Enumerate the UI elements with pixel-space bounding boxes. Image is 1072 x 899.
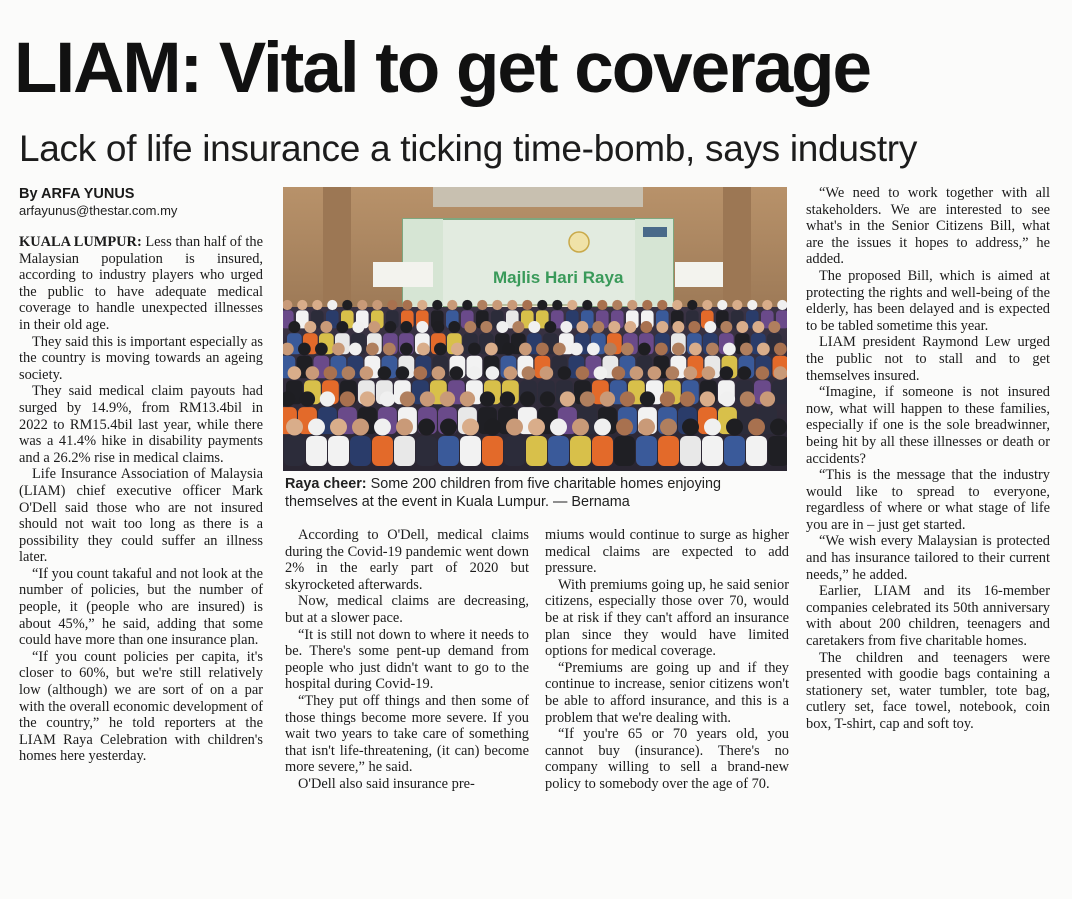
crowd-person-head	[687, 300, 697, 310]
crowd-person-head	[567, 300, 577, 310]
crowd-person-head	[640, 391, 655, 406]
crowd-person-head	[536, 343, 549, 356]
crowd-person-head	[522, 300, 532, 310]
crowd-person-head	[366, 343, 379, 356]
crowd-person-head	[308, 419, 325, 436]
crowd-person-head	[528, 419, 545, 436]
crowd-person-head	[288, 366, 302, 380]
crowd-person-head	[464, 321, 476, 333]
caption-lead: Raya cheer:	[285, 476, 367, 492]
crowd-person-head	[286, 419, 303, 436]
crowd-person-head	[360, 391, 375, 406]
crowd-person-head	[320, 321, 332, 333]
crowd-person-head	[477, 300, 487, 310]
paragraph: They said medical claim payouts had surged by 14.9%, from RM13.4bil in 2022 to RM15.4bil last year, while there was a 41.4% hike in disability payments and a 26.2% rise in medical claims.	[19, 383, 263, 466]
dateline: KUALA LUMPUR:	[19, 234, 142, 250]
crowd-person-body	[504, 436, 525, 466]
crowd-person-head	[417, 300, 427, 310]
crowd-person-head	[417, 343, 430, 356]
paragraph: Earlier, LIAM and its 16-member companies celebrated its 50th anniversary with about 200 children, teenagers and caretakers from five charitable homes.	[806, 583, 1050, 650]
crowd-person-head	[400, 321, 412, 333]
crowd-person-head	[704, 419, 721, 436]
crowd-person-body	[702, 436, 723, 466]
crowd-person-head	[462, 419, 479, 436]
paragraph: “They put off things and then some of those things become more severe. If you wait two years to take care of something that isn't life-threatening, (it can) become more severe,” he said.	[285, 692, 529, 776]
crowd-person-head	[604, 343, 617, 356]
crowd-person-head	[720, 366, 734, 380]
crowd-person-head	[520, 391, 535, 406]
crowd-person-head	[352, 419, 369, 436]
crowd-person-body	[724, 436, 745, 466]
paragraph: miums would continue to surge as higher medical claims are expected to add pressure.	[545, 527, 789, 577]
crowd-person-head	[762, 300, 772, 310]
crowd-person-head	[642, 300, 652, 310]
crowd-person-head	[616, 419, 633, 436]
crowd-person-head	[451, 343, 464, 356]
crowd-person-head	[462, 300, 472, 310]
paragraph: “If you count takaful and not look at the number of policies, but the number of people, it (people who are insured) is about 45%,” he said, adding that some could have more than one insurance plan.	[19, 565, 263, 649]
crowd-person-head	[327, 300, 337, 310]
subheadline: Lack of life insurance a ticking time-bomb, says industry	[19, 128, 918, 169]
crowd-person-head	[572, 419, 589, 436]
crowd-person-head	[655, 343, 668, 356]
crowd-person-body	[768, 436, 787, 466]
crowd-person-head	[332, 343, 345, 356]
crowd-person-head	[592, 321, 604, 333]
crowd-person-head	[732, 300, 742, 310]
crowd-person-body	[746, 436, 767, 466]
crowd-person-head	[288, 321, 300, 333]
crowd-person-head	[682, 419, 699, 436]
crowd-person-head	[594, 366, 608, 380]
crowd-person-head	[440, 419, 457, 436]
crowd-person-head	[502, 343, 515, 356]
paragraph: LIAM president Raymond Lew urged the public not to stall and to get themselves insured.	[806, 334, 1050, 384]
paragraph: “We need to work together with all stakeholders. We are interested to see what's in the Senior Citizens Bill, what are the issues it hopes to address,” he added.	[806, 185, 1050, 268]
paragraph: Now, medical claims are decreasing, but at a slower pace.	[285, 593, 529, 626]
crowd-person-body	[350, 436, 371, 466]
crowd-person-head	[420, 391, 435, 406]
crowd-person-head	[440, 391, 455, 406]
crowd-person-head	[468, 366, 482, 380]
crowd-person-head	[380, 391, 395, 406]
crowd-person-head	[414, 366, 428, 380]
crowd-person-head	[576, 366, 590, 380]
crowd-person-head	[528, 321, 540, 333]
paragraph: “This is the message that the industry would like to spread to everyone, regardless of where or what stage of life you are in – just get started.	[806, 467, 1050, 533]
crowd-person-head	[522, 366, 536, 380]
crowd-person-body	[306, 436, 327, 466]
crowd-person-body	[592, 436, 613, 466]
paragraph: “If you count policies per capita, it's closer to 60%, but we're still relatively low (although) we are sort of on a par with the overall economic development of the country,” he told reporters at the LIAM Raya Celebration with children's homes here yesterday.	[19, 648, 263, 765]
crowd-person-head	[621, 343, 634, 356]
crowd-person-head	[400, 343, 413, 356]
crowd-person-head	[777, 300, 787, 310]
crowd-person-head	[304, 321, 316, 333]
crowd-person-head	[656, 321, 668, 333]
paragraph: O'Dell also said insurance pre-	[298, 775, 475, 792]
crowd-person-head	[736, 321, 748, 333]
crowd-person-head	[400, 391, 415, 406]
crowd-person-head	[432, 321, 444, 333]
crowd-person-head	[552, 300, 562, 310]
crowd-person-head	[496, 321, 508, 333]
crowd-person-head	[597, 300, 607, 310]
crowd-person-head	[756, 366, 770, 380]
crowd-person-head	[434, 343, 447, 356]
crowd-person-head	[340, 391, 355, 406]
crowd-person-head	[550, 419, 567, 436]
crowd-person-head	[582, 300, 592, 310]
paragraph: KUALA LUMPUR: Less than half of the Malaysian population is insured, according to industry players who urged the public to have adequate medical coverage to handle unexpected illnesses in their old age.	[19, 234, 263, 333]
crowd-person-head	[723, 343, 736, 356]
crowd-person-head	[672, 343, 685, 356]
article-column-2	[285, 527, 529, 793]
article-column-3	[545, 527, 789, 793]
crowd-person-head	[770, 419, 787, 436]
crowd-person-head	[324, 366, 338, 380]
crowd-person-head	[706, 343, 719, 356]
crowd-person-head	[512, 321, 524, 333]
crowd-person-head	[689, 343, 702, 356]
paragraph: Life Insurance Association of Malaysia (LIAM) chief executive officer Mark O'Dell said those who are not insured should not wait too long as there is a possibility they could suffer an illness later.	[19, 466, 263, 566]
paragraph: According to O'Dell, medical claims during the Covid-19 pandemic went down 2% in the early part of 2020 but skyrocketed afterwards.	[285, 527, 529, 593]
crowd-person-head	[748, 419, 765, 436]
crowd-person-head	[368, 321, 380, 333]
crowd-person-body	[328, 436, 349, 466]
crowd-person-body	[658, 436, 679, 466]
crowd-person-head	[432, 366, 446, 380]
crowd-person-head	[384, 321, 396, 333]
crowd-person-head	[640, 321, 652, 333]
banner-text: Majlis Hari Raya	[493, 268, 624, 287]
crowd-person-body	[482, 436, 503, 466]
crowd-person-head	[387, 300, 397, 310]
crowd-person-head	[657, 300, 667, 310]
byline: By ARFA YUNUS	[19, 186, 135, 202]
crowd-person-head	[448, 321, 460, 333]
crowd-person-head	[612, 366, 626, 380]
crowd-person-head	[774, 343, 787, 356]
crowd-person-head	[560, 391, 575, 406]
crowd-person-head	[760, 391, 775, 406]
crowd-person-head	[717, 300, 727, 310]
crowd-person-head	[576, 321, 588, 333]
crowd-person-head	[500, 391, 515, 406]
caption-text: Some 200 children from five charitable homes enjoying themselves at the event in Kuala Lumpur. — Bernama	[285, 476, 721, 510]
crowd-person-head	[492, 300, 502, 310]
paragraph: They said this is important especially as the country is moving towards an ageing society.	[19, 333, 263, 383]
crowd-person-head	[553, 343, 566, 356]
crowd-person-head	[485, 343, 498, 356]
crowd-person-head	[357, 300, 367, 310]
crowd-person-head	[627, 300, 637, 310]
crowd-person-head	[688, 321, 700, 333]
crowd-person-head	[484, 419, 501, 436]
crowd-person-head	[342, 366, 356, 380]
crowd-person-head	[342, 300, 352, 310]
crowd-person-head	[600, 391, 615, 406]
crowd-person-head	[519, 343, 532, 356]
crowd-person-head	[704, 321, 716, 333]
crowd-person-head	[480, 321, 492, 333]
paragraph: “Premiums are going up and if they continue to increase, senior citizens won't be able to afford insurance, and this is a problem that we're dealing with.	[545, 659, 789, 726]
paragraph: The children and teenagers were presented with goodie bags containing a stationery set, water tumbler, tote bag, cutlery set, face towel, notebook, coin box, T-shirt, cap and soft toy.	[806, 649, 1050, 732]
crowd-person-head	[506, 419, 523, 436]
crowd-person-head	[587, 343, 600, 356]
crowd-person-body	[372, 436, 393, 466]
event-photo	[283, 187, 787, 471]
crowd-person-head	[638, 343, 651, 356]
crowd-person-head	[768, 321, 780, 333]
crowd-person-head	[738, 366, 752, 380]
author-email: arfayunus@thestar.com.my	[19, 203, 178, 218]
crowd-person-head	[672, 321, 684, 333]
crowd-person-body	[548, 436, 569, 466]
crowd-person-head	[396, 419, 413, 436]
crowd-person-head	[700, 391, 715, 406]
crowd-person-head	[660, 391, 675, 406]
crowd-person-head	[418, 419, 435, 436]
crowd-person-head	[383, 343, 396, 356]
crowd-person-head	[416, 321, 428, 333]
paragraph: “If you're 65 or 70 years old, you cannot buy (insurance). There's no company willing to sell a brand-new policy to somebody over the age of 70.	[545, 726, 789, 792]
crowd-person-head	[774, 366, 787, 380]
crowd-person-head	[504, 366, 518, 380]
article-column-1	[19, 234, 263, 765]
crowd-person-body	[636, 436, 657, 466]
crowd-person-body	[438, 436, 459, 466]
crowd-person-head	[747, 300, 757, 310]
crowd-person-head	[447, 300, 457, 310]
crowd-person-head	[352, 321, 364, 333]
crowd-person-head	[624, 321, 636, 333]
crowd-person-head	[666, 366, 680, 380]
crowd-person-head	[540, 391, 555, 406]
crowd-person-head	[540, 366, 554, 380]
crowd-person-head	[757, 343, 770, 356]
crowd-person-head	[330, 419, 347, 436]
crowd-person-head	[638, 419, 655, 436]
byline-block	[19, 185, 269, 219]
crowd-person-head	[740, 391, 755, 406]
crowd-person-head	[507, 300, 517, 310]
crowd-person-head	[372, 300, 382, 310]
article-column-4	[806, 185, 1050, 733]
crowd-person-head	[702, 300, 712, 310]
paragraph: “It is still not down to where it needs to be. There's some pent-up demand from people who just didn't want to go to the hospital during Covid-19.	[285, 626, 529, 693]
crowd-person-head	[570, 343, 583, 356]
crowd-person-head	[378, 366, 392, 380]
photo-caption	[285, 476, 789, 511]
crowd-person-head	[720, 321, 732, 333]
crowd-person-head	[460, 391, 475, 406]
crowd-person-head	[672, 300, 682, 310]
crowd-person-head	[558, 366, 572, 380]
crowd-person-head	[752, 321, 764, 333]
crowd-person-head	[450, 366, 464, 380]
crowd-person-head	[740, 343, 753, 356]
crowd-person-body	[526, 436, 547, 466]
crowd-person-head	[306, 366, 320, 380]
crowd-person-head	[315, 343, 328, 356]
crowd-person-body	[570, 436, 591, 466]
headline: LIAM: Vital to get coverage	[14, 29, 871, 108]
paragraph: With premiums going up, he said senior citizens, especially those over 70, would be at risk if they can't afford an insurance plan since they would have limited options for medical coverage.	[545, 576, 789, 660]
paragraph: The proposed Bill, which is aimed at protecting the rights and well-being of the elderly, has been delayed and is expected to be tabled sometime this year.	[806, 267, 1050, 334]
crowd-person-head	[702, 366, 716, 380]
crowd-person-head	[374, 419, 391, 436]
crowd-person-head	[684, 366, 698, 380]
crowd-person-head	[360, 366, 374, 380]
crowd-person-head	[594, 419, 611, 436]
crowd-person-head	[680, 391, 695, 406]
crowd-person-head	[300, 391, 315, 406]
crowd-person-head	[336, 321, 348, 333]
crowd-person-head	[560, 321, 572, 333]
crowd-person-head	[720, 391, 735, 406]
crowd-person-head	[486, 366, 500, 380]
crowd-person-head	[349, 343, 362, 356]
crowd-person-head	[612, 300, 622, 310]
crowd-person-body	[680, 436, 701, 466]
crowd-person-head	[726, 419, 743, 436]
crowd-person-head	[402, 300, 412, 310]
crowd-person-head	[480, 391, 495, 406]
crowd-person-head	[432, 300, 442, 310]
crowd-person-head	[312, 300, 322, 310]
crowd-person-body	[460, 436, 481, 466]
crowd-person-head	[620, 391, 635, 406]
crowd-person-head	[396, 366, 410, 380]
crowd-person-head	[544, 321, 556, 333]
crowd-person-body	[284, 436, 305, 466]
crowd-person-head	[608, 321, 620, 333]
crowd-person-head	[630, 366, 644, 380]
crowd-person-head	[297, 300, 307, 310]
crowd-person-body	[614, 436, 635, 466]
crowd-person-head	[580, 391, 595, 406]
crowd-person-head	[537, 300, 547, 310]
crowd-person-head	[320, 391, 335, 406]
crowd-person-head	[468, 343, 481, 356]
crowd-person-head	[298, 343, 311, 356]
crowd-person-head	[648, 366, 662, 380]
paragraph: “We wish every Malaysian is protected and has insurance tailored to their current needs,” he added.	[806, 533, 1050, 583]
crowd-person-body	[394, 436, 415, 466]
crowd-person-head	[660, 419, 677, 436]
paragraph: “Imagine, if someone is not insured now, what will happen to these families, especially if one is the sole breadwinner, being hit by all these illnesses or death or accidents?	[806, 384, 1050, 467]
crowd-person-body	[416, 436, 437, 466]
